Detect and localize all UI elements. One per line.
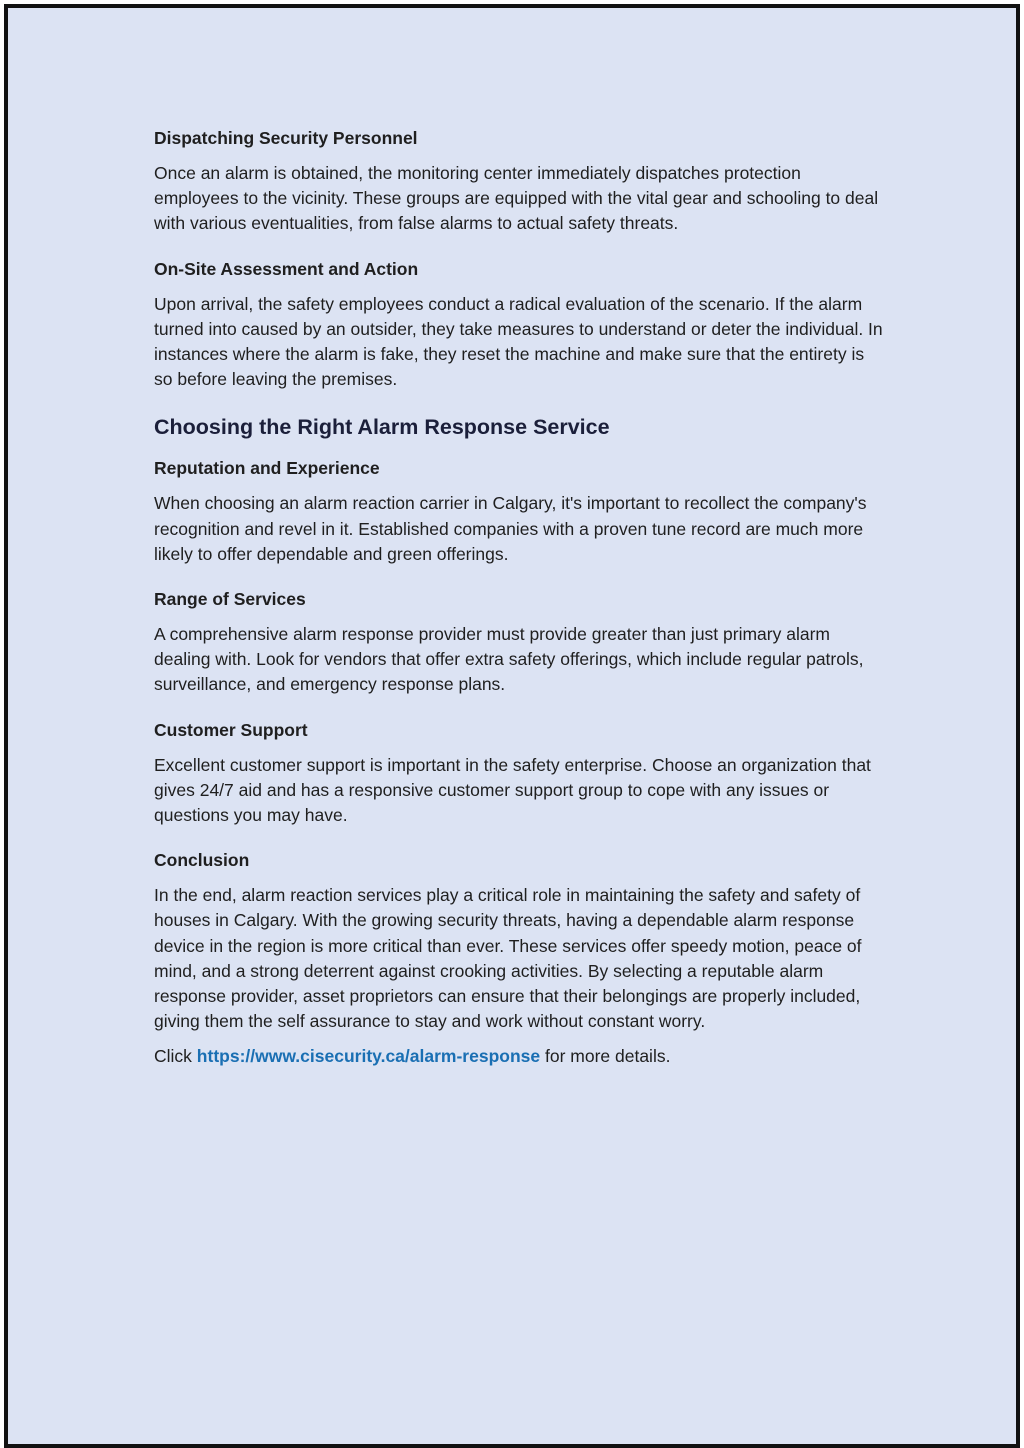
paragraph-customer-support: Excellent customer support is important in the safety enterprise. Choose an organization that gives 24/7 aid and has a responsive customer support group to cope with any issues or questions you may have. bbox=[154, 754, 871, 826]
document-page bbox=[4, 4, 1020, 1448]
heading-range-of-services: Range of Services bbox=[154, 589, 306, 610]
paragraph-range-of-services: A comprehensive alarm response provider must provide greater than just primary alarm dealing with. Look for vendors that offer extra safety offerings, which include regular patrols, surveillance, and emergency response plans. bbox=[154, 624, 864, 695]
heading-conclusion: Conclusion bbox=[154, 850, 250, 871]
heading-dispatching-security-personnel: Dispatching Security Personnel bbox=[154, 128, 418, 148]
heading-reputation-experience: Reputation and Experience bbox=[154, 458, 380, 479]
paragraph-on-site-assessment: Upon arrival, the safety employees conduct a radical evaluation of the scenario. If the alarm turned into caused by an outsider, they take measures to understand or deter the individual. In instances where the alarm is fake, they reset the machine and make sure that the entirety is so before leaving the premises. bbox=[154, 293, 883, 390]
heading-customer-support: Customer Support bbox=[154, 719, 308, 740]
click-line bbox=[154, 1044, 884, 1069]
paragraph-dispatching-security-personnel: Once an alarm is obtained, the monitoring center immediately dispatches protection employees to the vicinity. These groups are equipped with the vital gear and schooling to deal with various eventualities, from false alarms to actual safety threats. bbox=[154, 163, 879, 234]
document-content bbox=[154, 126, 884, 1069]
paragraph-reputation-experience: When choosing an alarm reaction carrier in Calgary, it's important to recollect the company's recognition and revel in it. Established companies with a proven tune record are much more likely to offer dependable and green offerings. bbox=[154, 493, 867, 564]
heading-on-site-assessment: On-Site Assessment and Action bbox=[154, 258, 419, 279]
click-suffix: for more details. bbox=[544, 1046, 671, 1067]
heading-choosing-right-service: Choosing the Right Alarm Response Service bbox=[154, 415, 610, 440]
click-prefix: Click bbox=[154, 1046, 192, 1067]
paragraph-conclusion: In the end, alarm reaction services play a critical role in maintaining the safety and safety of houses in Calgary. With the growing security threats, having a dependable alarm response device in the region is more critical than ever. These services offer speedy motion, peace of mind, and a strong deterrent against crooking activities. By selecting a reputable alarm response provider, asset proprietors can ensure that their belongings are properly included, giving them the self assurance to stay and work without constant worry. bbox=[154, 885, 862, 1032]
alarm-response-link[interactable]: https://www.cisecurity.ca/alarm-response bbox=[196, 1046, 541, 1067]
